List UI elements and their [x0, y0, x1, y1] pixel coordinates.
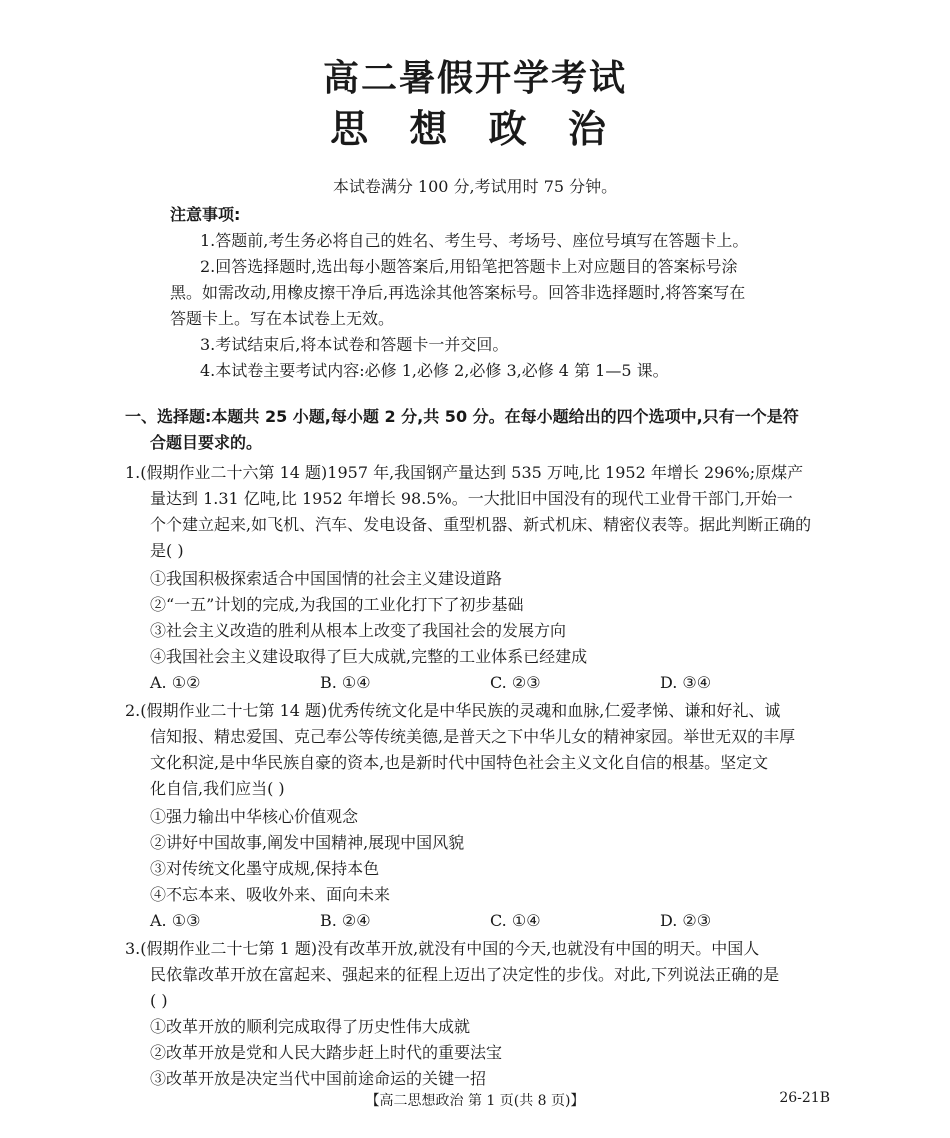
q2-line-1: 2.(假期作业二十七第 14 题)优秀传统文化是中华民族的灵魂和血脉,仁爱孝悌、谦和好礼、诚: [125, 701, 781, 720]
notice-line-1: 1.答题前,考生务必将自己的姓名、考生号、考场号、座位号填写在答题卡上。: [200, 231, 749, 250]
q1-line-4: 是( ): [150, 541, 184, 560]
q1-line-2: 量达到 1.31 亿吨,比 1952 年增长 98.5%。一大批旧中国没有的现代工业骨干部门,开始一: [150, 489, 793, 508]
q3-option-2: ②改革开放是党和人民大踏步赶上时代的重要法宝: [150, 1043, 503, 1062]
q1-option-1: ①我国积极探索适合中国国情的社会主义建设道路: [150, 569, 503, 588]
footer-page-info: 【高二思想政治 第 1 页(共 8 页)】: [365, 1093, 585, 1109]
q1-option-4: ④我国社会主义建设取得了巨大成就,完整的工业体系已经建成: [150, 647, 588, 666]
q1-option-3: ③社会主义改造的胜利从根本上改变了我国社会的发展方向: [150, 621, 567, 640]
notice-line-5: 3.考试结束后,将本试卷和答题卡一并交回。: [200, 335, 509, 354]
q1-choice-a: A. ①②: [150, 673, 201, 692]
q2-line-4: 化自信,我们应当( ): [150, 779, 285, 798]
q2-choice-d: D. ②③: [660, 911, 712, 930]
notice-line-4: 答题卡上。写在本试卷上无效。: [170, 309, 395, 328]
q1-choice-b: B. ①④: [320, 673, 371, 692]
q2-option-3: ③对传统文化墨守成规,保持本色: [150, 859, 380, 878]
q1-line-3: 个个建立起来,如飞机、汽车、发电设备、重型机器、新式机床、精密仪表等。据此判断正确的: [150, 515, 812, 534]
q2-option-1: ①强力输出中华核心价值观念: [150, 807, 359, 826]
notice-line-3: 黑。如需改动,用橡皮擦干净后,再选涂其他答案标号。回答非选择题时,将答案写在: [170, 283, 746, 302]
notice-line-2: 2.回答选择题时,选出每小题答案后,用铅笔把答题卡上对应题目的答案标号涂: [200, 257, 738, 276]
q1-option-2: ②“一五”计划的完成,为我国的工业化打下了初步基础: [150, 595, 524, 614]
q3-line-1: 3.(假期作业二十七第 1 题)没有改革开放,就没有中国的今天,也就没有中国的明天。中国人: [125, 939, 760, 958]
notice-heading: 注意事项:: [170, 205, 241, 224]
footer-exam-code: 26-21B: [779, 1090, 830, 1106]
section-heading-line-1: 一、选择题:本题共 25 小题,每小题 2 分,共 50 分。在每小题给出的四个选项中,只有一个是符: [125, 407, 799, 426]
notice-line-6: 4.本试卷主要考试内容:必修 1,必修 2,必修 3,必修 4 第 1—5 课。: [200, 361, 669, 380]
q3-line-3: ( ): [150, 991, 168, 1010]
section-heading-line-2: 合题目要求的。: [150, 433, 263, 452]
q2-choice-c: C. ①④: [490, 911, 541, 930]
exam-intro: 本试卷满分 100 分,考试用时 75 分钟。: [332, 177, 618, 196]
q1-line-1: 1.(假期作业二十六第 14 题)1957 年,我国钢产量达到 535 万吨,比 1952 年增长 296%;原煤产: [125, 463, 804, 482]
q2-choice-b: B. ②④: [320, 911, 371, 930]
q1-choice-c: C. ②③: [490, 673, 541, 692]
q2-line-2: 信知报、精忠爱国、克己奉公等传统美德,是普天之下中华儿女的精神家园。举世无双的丰厚: [150, 727, 796, 746]
q1-choice-d: D. ③④: [660, 673, 712, 692]
exam-title: 高二暑假开学考试: [322, 58, 627, 99]
q3-line-2: 民依靠改革开放在富起来、强起来的征程上迈出了决定性的步伐。对此,下列说法正确的是: [150, 965, 780, 984]
q2-option-4: ④不忘本来、吸收外来、面向未来: [150, 885, 391, 904]
q2-option-2: ②讲好中国故事,阐发中国精神,展现中国风貌: [150, 833, 465, 852]
q3-option-3: ③改革开放是决定当代中国前途命运的关键一招: [150, 1069, 487, 1088]
subject-title: 思 想 政 治: [330, 107, 620, 151]
q3-option-1: ①改革开放的顺利完成取得了历史性伟大成就: [150, 1017, 471, 1036]
q2-line-3: 文化积淀,是中华民族自豪的资本,也是新时代中国特色社会主义文化自信的根基。坚定文: [150, 753, 769, 772]
q2-choice-a: A. ①③: [150, 911, 201, 930]
